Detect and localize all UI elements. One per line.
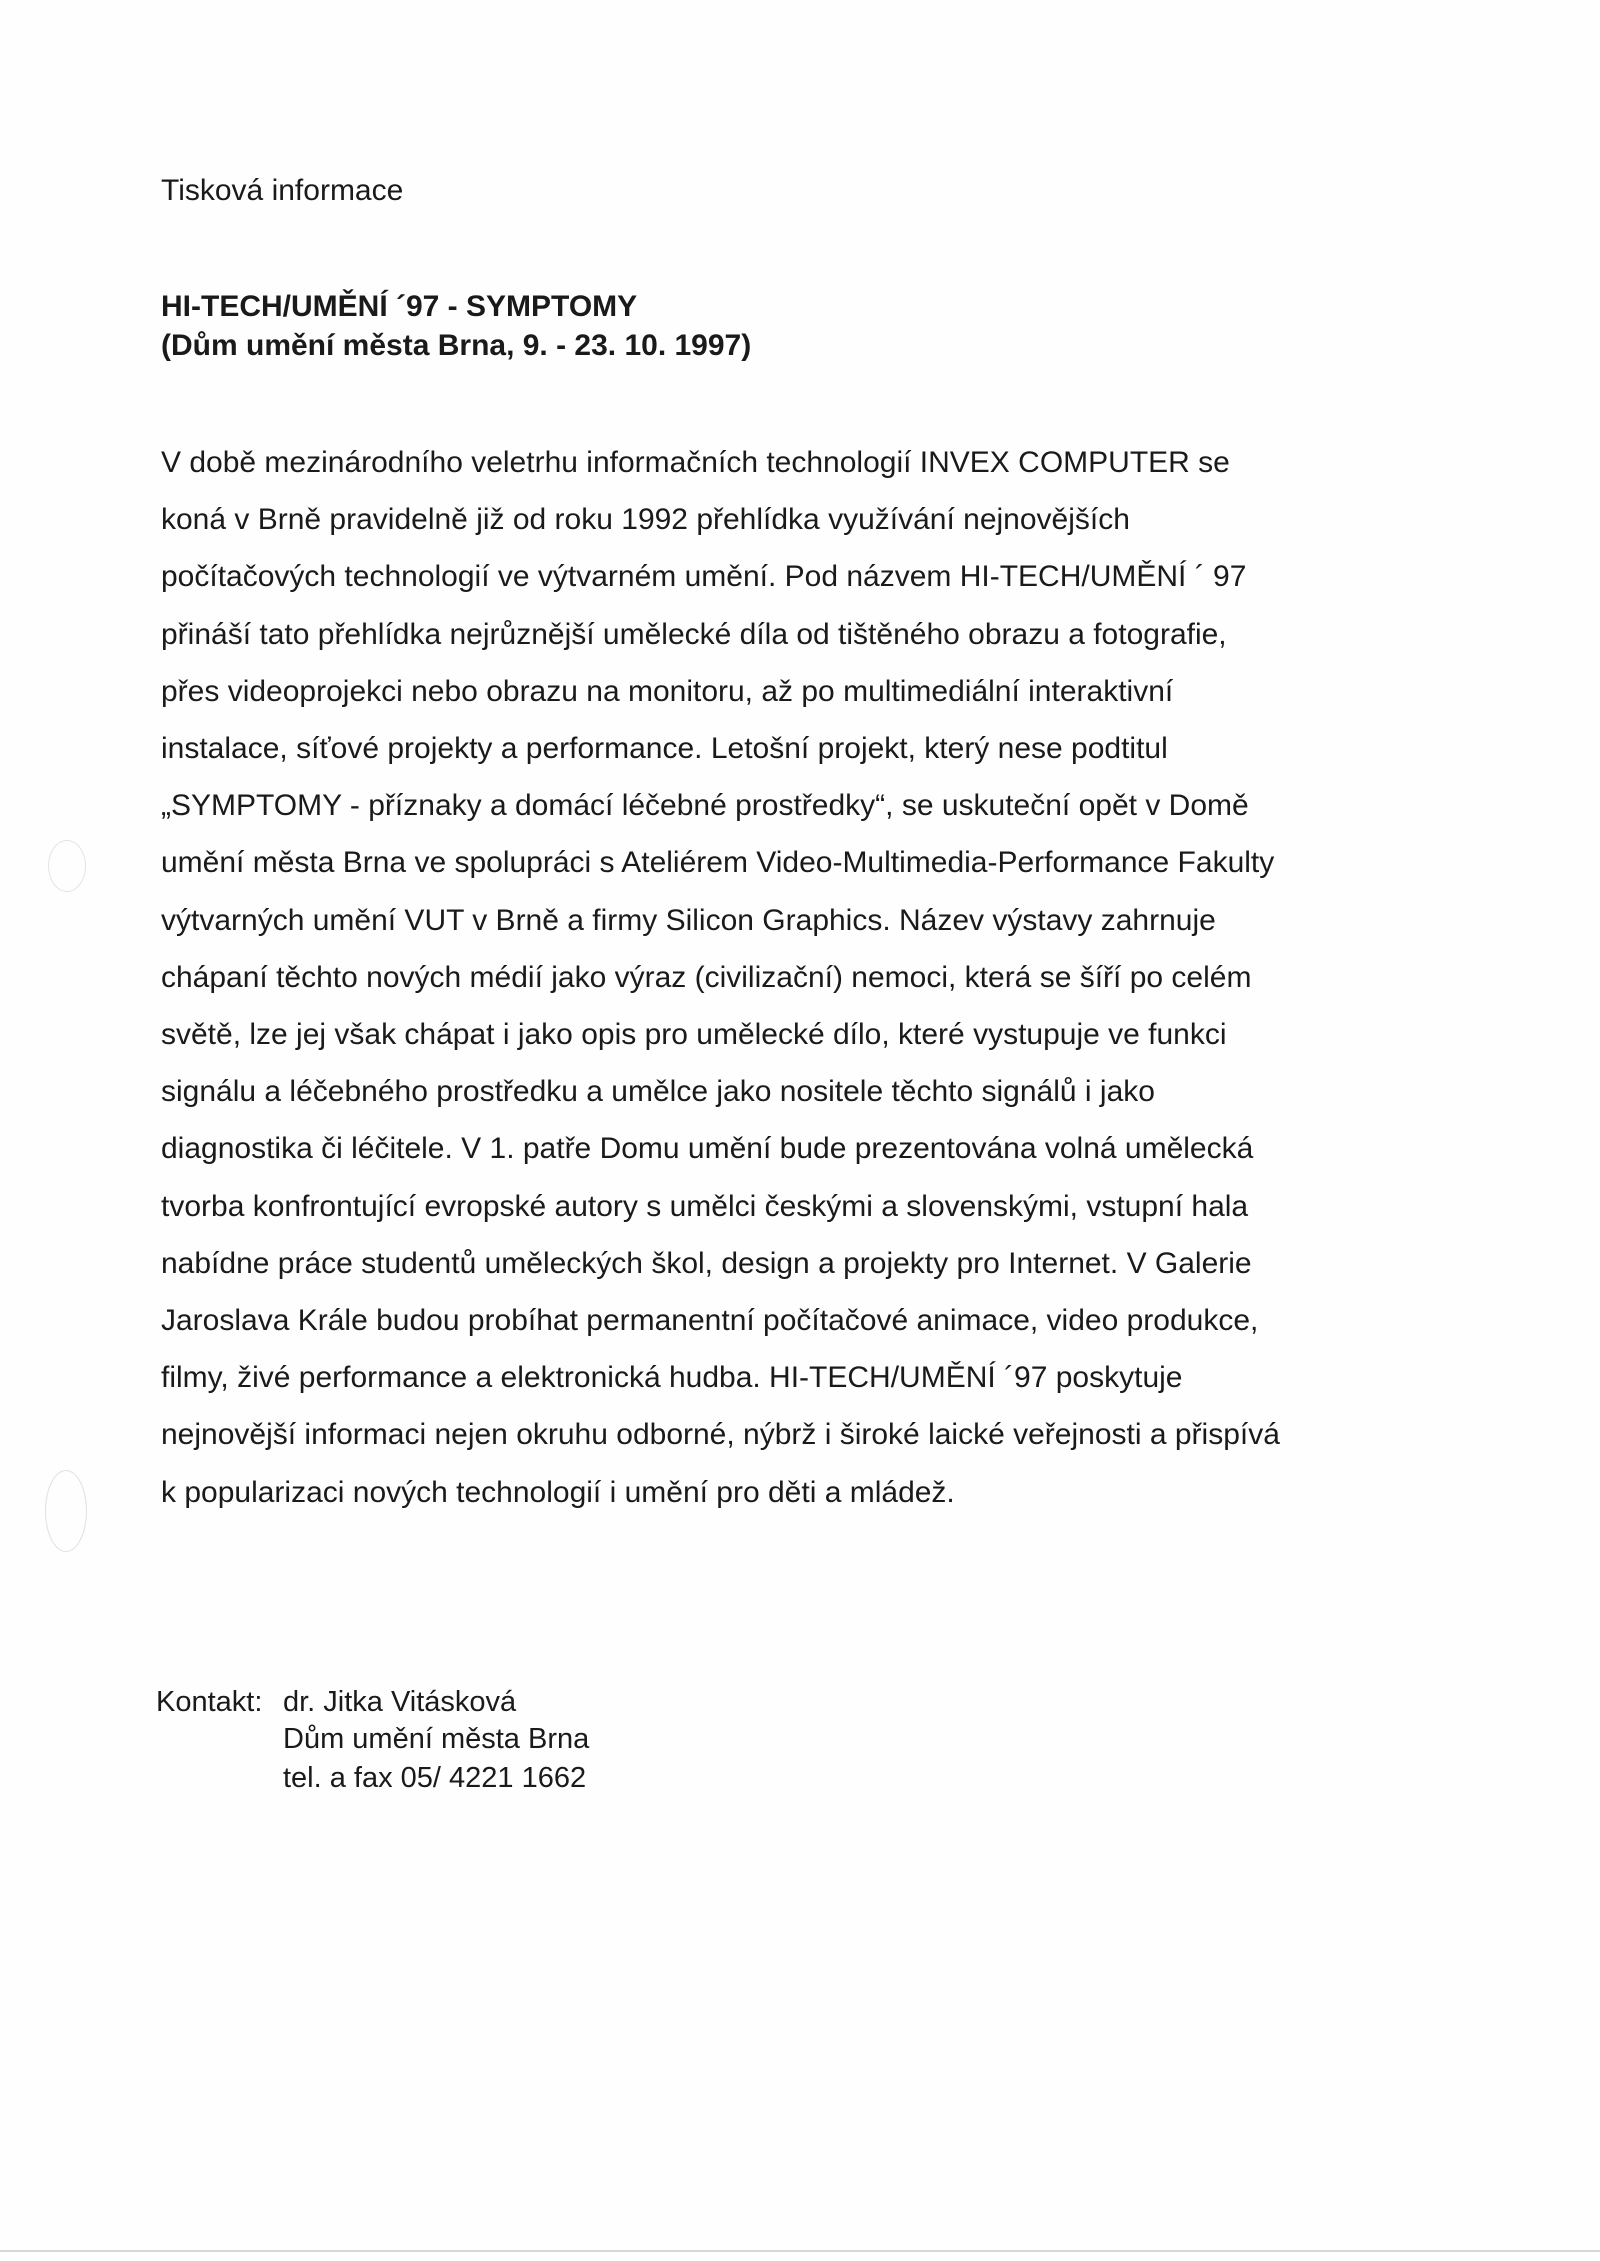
- punch-hole-mark: [45, 1470, 87, 1552]
- body-line: instalace, síťové projekty a performance. Letošní projekt, který nese podtitul: [161, 732, 1168, 765]
- body-line: koná v Brně pravidelně již od roku 1992 přehlídka využívání nejnovějších: [161, 503, 1130, 537]
- document-title: HI-TECH/UMĚNÍ ´97 - SYMPTOMY: [161, 290, 638, 323]
- contact-name: dr. Jitka Vitásková: [283, 1686, 517, 1718]
- contact-organization: Dům umění města Brna: [283, 1723, 590, 1755]
- contact-label: Kontakt:: [156, 1686, 263, 1718]
- scan-edge-line: [0, 2250, 1600, 2252]
- body-line: přes videoprojekci nebo obrazu na monitoru, až po multimediální interaktivní: [161, 674, 1174, 708]
- body-line: nabídne práce studentů uměleckých škol, design a projekty pro Internet. V Galerie: [161, 1246, 1252, 1280]
- body-line: nejnovější informaci nejen okruhu odborné, nýbrž i široké laické veřejnosti a přispívá: [161, 1418, 1280, 1452]
- document-label: Tisková informace: [161, 174, 404, 207]
- body-line: V době mezinárodního veletrhu informačních technologií INVEX COMPUTER se: [161, 446, 1230, 479]
- punch-hole-mark: [48, 840, 86, 892]
- body-line: k popularizaci nových technologií i umění pro děti a mládež.: [161, 1475, 955, 1509]
- body-line: umění města Brna ve spolupráci s Ateliérem Video-Multimedia-Performance Fakulty: [161, 846, 1275, 880]
- body-line: filmy, živé performance a elektronická hudba. HI-TECH/UMĚNÍ ´97 poskytuje: [161, 1361, 1183, 1395]
- contact-phone: tel. a fax 05/ 4221 1662: [283, 1762, 587, 1794]
- body-line: přináší tato přehlídka nejrůznější umělecké díla od tištěného obrazu a fotografie,: [161, 617, 1227, 651]
- body-line: diagnostika či léčitele. V 1. patře Domu umění bude prezentována volná umělecká: [161, 1132, 1254, 1166]
- document-subtitle: (Dům umění města Brna, 9. - 23. 10. 1997): [161, 329, 752, 362]
- body-line: světě, lze jej však chápat i jako opis pro umělecké dílo, které vystupuje ve funkci: [161, 1018, 1227, 1051]
- body-line: počítačových technologií ve výtvarném umění. Pod názvem HI-TECH/UMĚNÍ ´ 97: [161, 560, 1247, 594]
- body-line: výtvarných umění VUT v Brně a firmy Silicon Graphics. Název výstavy zahrnuje: [161, 903, 1216, 937]
- body-line: „SYMPTOMY - příznaky a domácí léčebné prostředky“, se uskuteční opět v Domě: [161, 789, 1249, 823]
- body-line: chápaní těchto nových médií jako výraz (civilizační) nemoci, která se šíří po celém: [161, 960, 1252, 994]
- body-line: tvorba konfrontující evropské autory s umělci českými a slovenskými, vstupní hala: [161, 1189, 1249, 1223]
- body-line: Jaroslava Krále budou probíhat permanentní počítačové animace, video produkce,: [161, 1304, 1259, 1337]
- body-line: signálu a léčebného prostředku a umělce jako nositele těchto signálů i jako: [161, 1075, 1155, 1109]
